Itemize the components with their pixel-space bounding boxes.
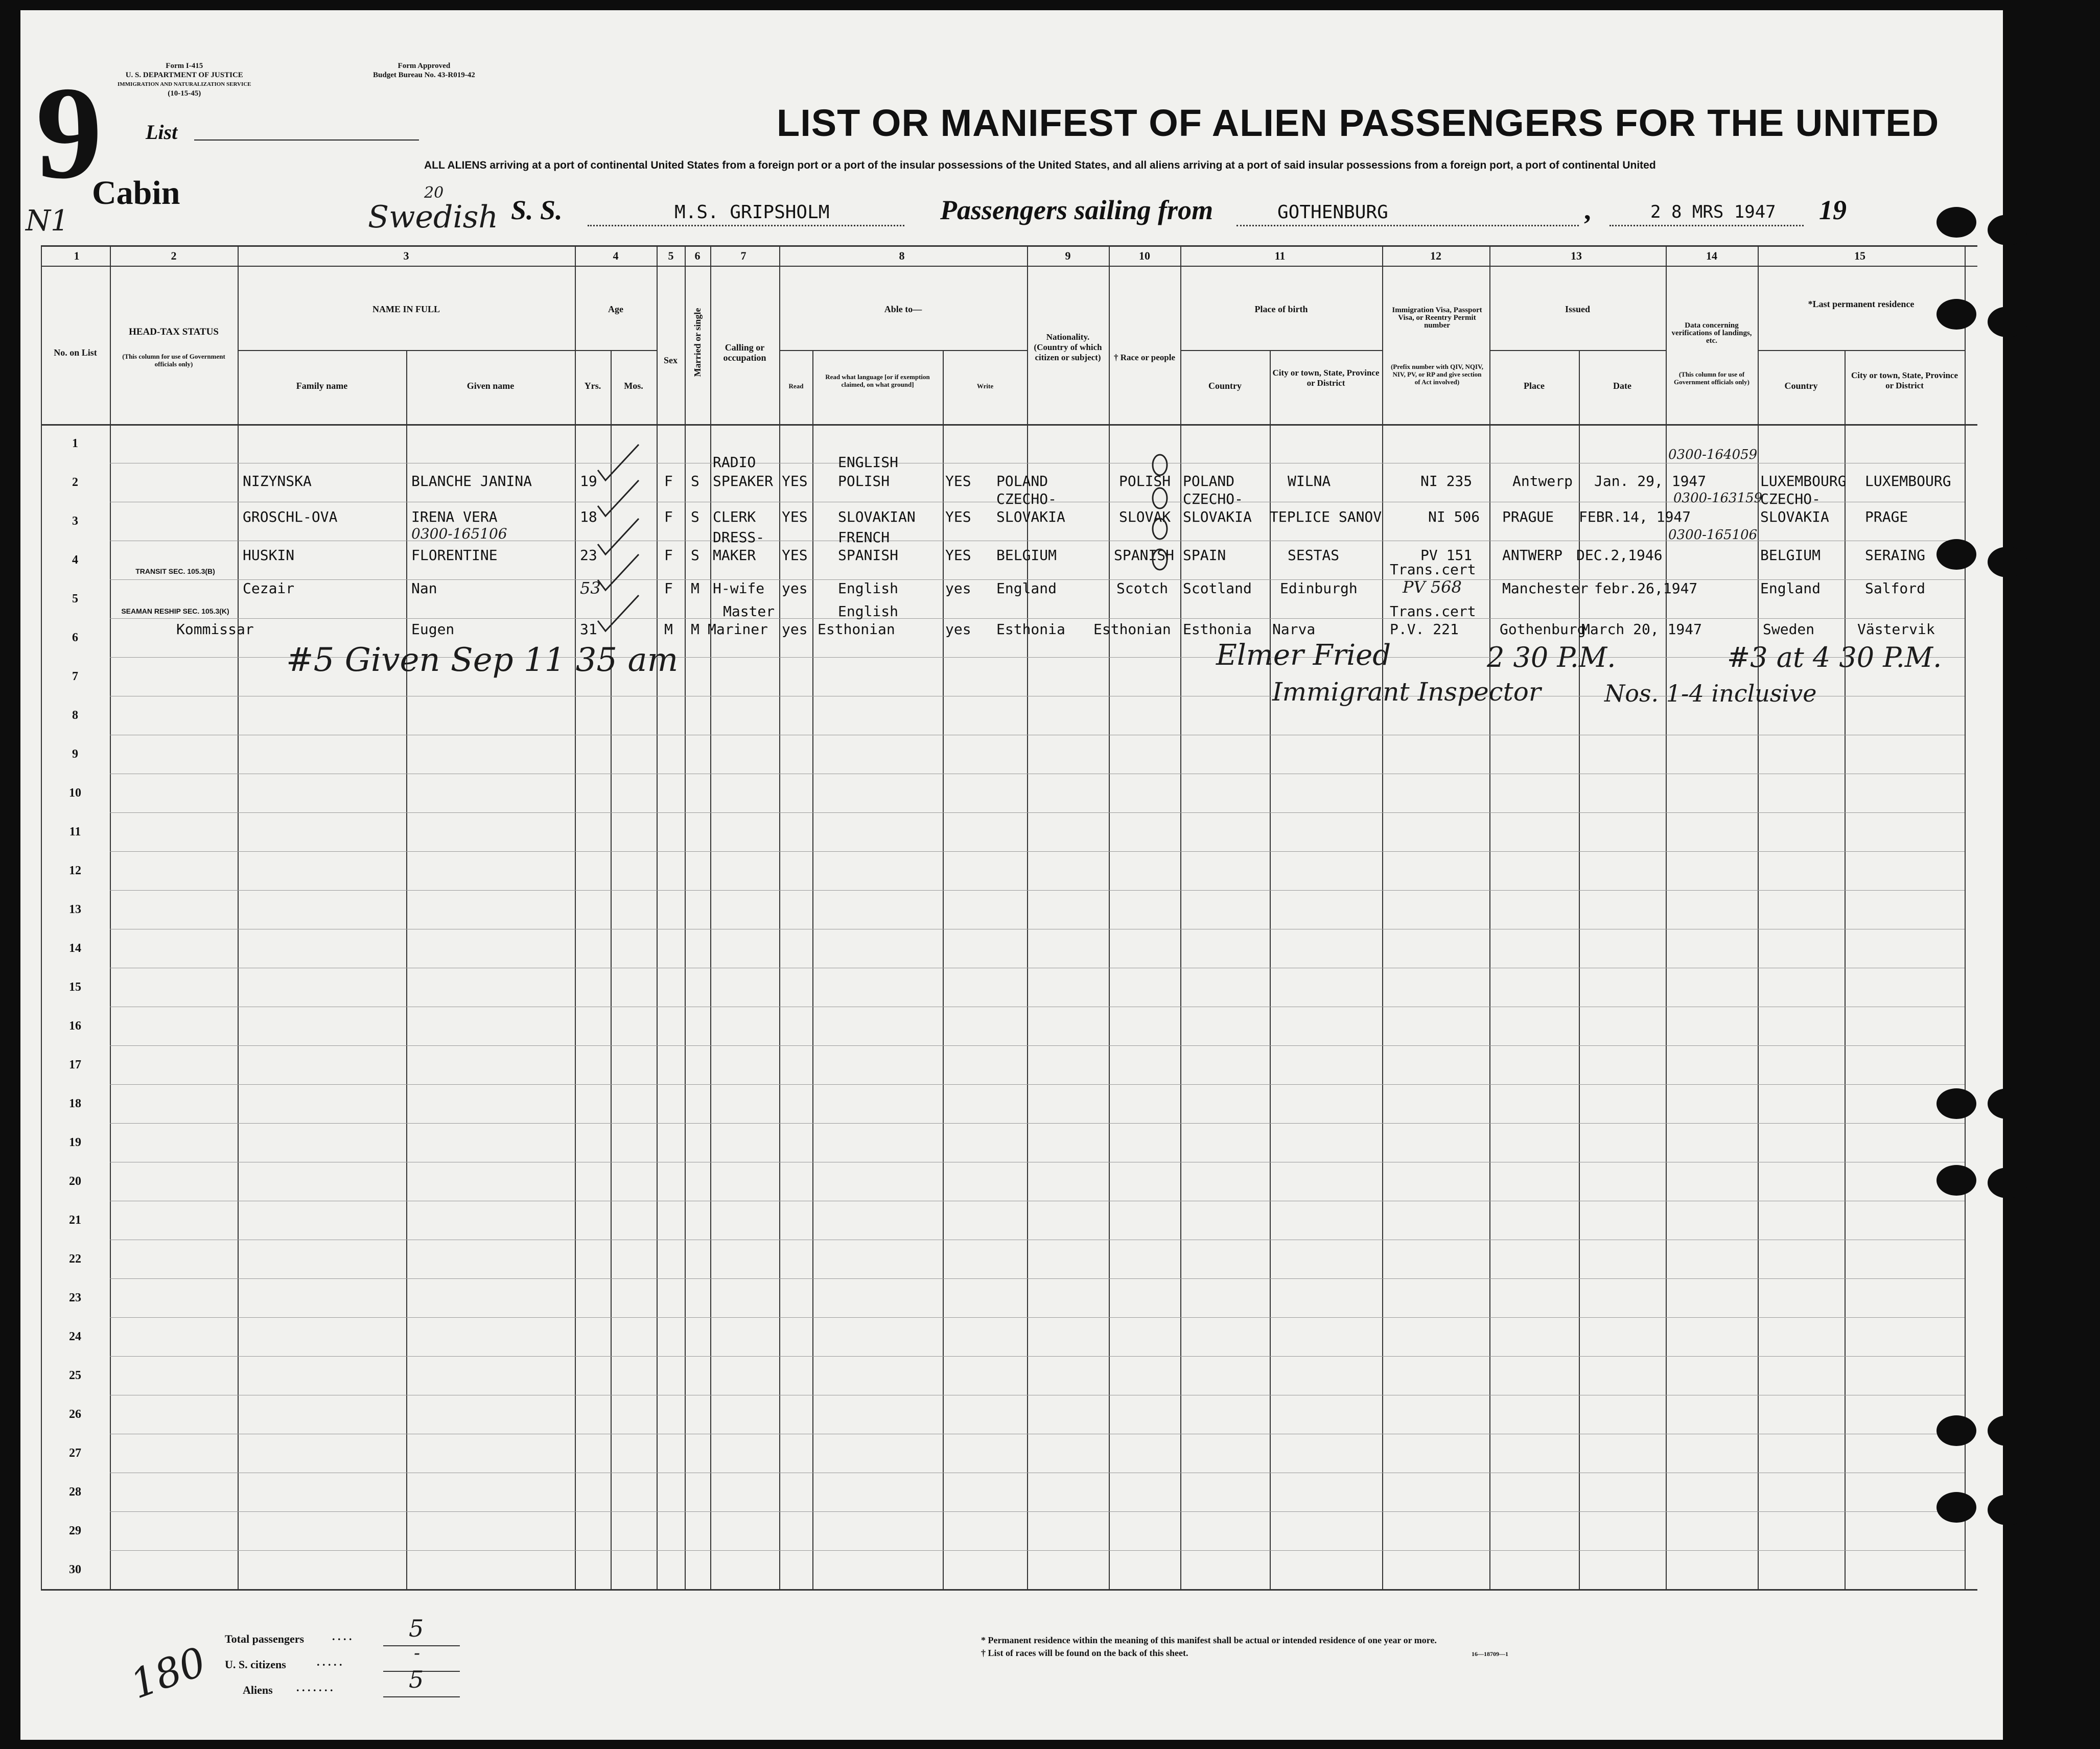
verification: 0300-163159: [1673, 491, 1763, 506]
nationality: BELGIUM: [996, 547, 1057, 564]
header-head-tax-note: (This column for use of Government officials only): [122, 353, 225, 368]
birth-country-line2: SLOVAKIA: [1183, 508, 1252, 525]
punch-hole: [1936, 1492, 1976, 1523]
able-subdivider: [779, 350, 1027, 351]
header-issued-place: Place: [1524, 381, 1545, 391]
occupation-line2: MAKER: [713, 547, 756, 564]
header-no-on-list: No. on List: [54, 347, 97, 358]
row-number: 16: [69, 1019, 81, 1033]
page-title: LIST OR MANIFEST OF ALIEN PASSENGERS FOR THE UNITED: [777, 102, 1940, 144]
inspection-scope: Nos. 1-4 inclusive: [1604, 680, 1817, 707]
header-name-in-full: NAME IN FULL: [372, 304, 440, 314]
col-line: [779, 245, 780, 1589]
inspector-note: #5 Given Sep 11 35 am: [286, 641, 679, 679]
row-number: 22: [69, 1252, 81, 1266]
row-number: 24: [69, 1330, 81, 1343]
col-line: [657, 245, 658, 1589]
name-subdivider: [238, 350, 657, 351]
header-race: † Race or people: [1113, 353, 1176, 362]
occupation-line2: SPEAKER: [713, 473, 774, 489]
can-write: YES: [945, 547, 971, 564]
visa-number: PV 568: [1403, 577, 1462, 597]
col-line: [1382, 245, 1383, 1589]
column-number-divider: [41, 266, 1977, 267]
residence-subdivider: [1758, 350, 1965, 351]
birth-country: SPAIN: [1183, 547, 1226, 564]
row-number: 26: [69, 1408, 81, 1421]
sex: F: [664, 508, 673, 525]
visa-number: NI 506: [1428, 508, 1480, 525]
sex: M: [664, 621, 673, 638]
can-read: yes: [782, 621, 808, 638]
row-number: 12: [69, 864, 81, 877]
given-name-note: 0300-165106: [411, 525, 507, 542]
nationality: England: [996, 580, 1057, 597]
birth-city: Edinburgh: [1280, 580, 1358, 597]
header-sex: Sex: [664, 355, 678, 365]
col-line: [1027, 245, 1028, 1589]
can-write: YES: [945, 508, 971, 525]
table-top-border: [41, 245, 1977, 247]
can-read: YES: [782, 473, 808, 489]
comma: ,: [1584, 195, 1591, 225]
marital-status: M: [691, 621, 699, 638]
age-years: 19: [580, 473, 597, 489]
header-head-tax: HEAD-TAX STATUS: [129, 327, 219, 337]
issued-date: DEC.2,1946: [1576, 547, 1663, 564]
punch-hole: [1936, 539, 1976, 570]
form-id: Form I-415: [166, 62, 203, 70]
col-number: 3: [403, 249, 409, 262]
row-number: 10: [69, 786, 81, 800]
service-name: IMMIGRATION AND NATURALIZATION SERVICE: [118, 81, 251, 87]
col-line: [406, 350, 407, 1589]
residence-country: CZECHO-: [1760, 491, 1821, 507]
header-family-name: Family name: [296, 381, 348, 391]
header-place-of-birth: Place of birth: [1254, 304, 1308, 314]
residence-city: SERAING: [1865, 547, 1926, 564]
header-last-residence: *Last permanent residence: [1808, 299, 1915, 309]
birth-subdivider: [1180, 350, 1382, 351]
print-code: 16—18709—1: [1472, 1650, 1508, 1658]
visa-number: P.V. 221: [1390, 621, 1459, 638]
col-line: [1180, 245, 1181, 1589]
issued-date: FEBR.14, 1947: [1579, 508, 1691, 525]
occupation: DRESS-: [713, 529, 765, 546]
punch-hole: [1988, 1495, 2027, 1525]
language-line2: Esthonian: [818, 621, 895, 638]
header-yrs: Yrs.: [584, 381, 601, 391]
total-passengers-label: Total passengers: [225, 1633, 305, 1645]
row-number: 13: [69, 903, 81, 916]
header-issued-date: Date: [1613, 381, 1631, 391]
birth-city: SESTAS: [1288, 547, 1340, 564]
approval-text: Form Approved: [398, 62, 451, 70]
age-years: 23: [580, 547, 597, 564]
col-number: 4: [613, 249, 619, 262]
col-number: 7: [740, 249, 746, 262]
row-number: 9: [72, 748, 78, 761]
issued-place: Antwerp: [1512, 473, 1573, 489]
family-name: HUSKIN: [243, 547, 295, 564]
language-line2: POLISH: [838, 473, 890, 489]
row-number: 21: [69, 1214, 81, 1227]
col-number: 5: [668, 249, 674, 262]
birth-city: TEPLICE SANOV: [1270, 508, 1382, 525]
row-number: 23: [69, 1291, 81, 1304]
class-note: Swedish: [368, 199, 498, 235]
row-number: 14: [69, 942, 81, 955]
row-number: 19: [69, 1136, 81, 1149]
col-line: [41, 245, 42, 1589]
family-name: Cezair: [243, 580, 295, 597]
occupation: Master: [723, 603, 775, 620]
issued-place: Gothenburg: [1500, 621, 1586, 638]
birth-country: CZECHO-: [1183, 491, 1244, 507]
family-name: Kommissar: [176, 621, 254, 638]
issued-place: PRAGUE: [1502, 508, 1554, 525]
sex: F: [664, 547, 673, 564]
footnote-races: † List of races will be found on the back of this sheet.: [981, 1648, 1188, 1658]
header-age: Age: [608, 304, 623, 314]
race: Scotch: [1116, 580, 1169, 597]
header-write: Write: [976, 382, 994, 390]
visa-number: NI 235: [1420, 473, 1473, 489]
margin-mark: N1: [26, 204, 69, 238]
row-line: [110, 1317, 1965, 1318]
col-line: [1666, 245, 1667, 1589]
punch-hole: [1988, 1415, 2027, 1446]
aliens-value: 5: [409, 1666, 424, 1693]
row-number: 1: [72, 437, 78, 450]
ss-label: S. S.: [511, 195, 563, 225]
inspection-note-right: #3 at 4 30 P.M.: [1727, 641, 1942, 673]
row-number: 17: [69, 1058, 81, 1071]
row-line: [110, 890, 1965, 891]
col-number: 9: [1065, 249, 1071, 262]
row-line: [110, 851, 1965, 852]
row-line: [110, 1084, 1965, 1085]
occupation: H-wife: [713, 580, 765, 597]
col-number: 15: [1854, 249, 1865, 262]
given-name: Eugen: [411, 621, 455, 638]
sailing-label: Passengers sailing from: [940, 195, 1214, 225]
header-read: Read: [788, 382, 804, 390]
year-label: 19: [1819, 195, 1847, 225]
col-line: [710, 245, 711, 1589]
col-line: [1845, 350, 1846, 1589]
birth-country: POLAND: [1183, 473, 1235, 489]
can-read: YES: [782, 508, 808, 525]
header-read-language: Read what language [or if exemption claimed, on what ground]: [825, 373, 930, 388]
row-line: [110, 1045, 1965, 1046]
ship-underline: [588, 225, 904, 226]
age-years: 31: [580, 621, 597, 638]
header-issued: Issued: [1565, 304, 1591, 314]
col-line: [1109, 245, 1110, 1589]
visa-number: PV 151: [1420, 547, 1473, 564]
row-number: 7: [72, 670, 78, 683]
can-read: yes: [782, 580, 808, 597]
col-line: [812, 350, 813, 1589]
form-date: (10-15-45): [168, 89, 201, 98]
visa-label: Trans.cert: [1390, 603, 1476, 620]
row-number: 11: [69, 825, 81, 838]
given-name: Nan: [411, 580, 437, 597]
header-visa-note: (Prefix number with QIV, NQIV, NIV, PV, or RP and give section of Act involved): [1390, 363, 1484, 386]
page-subtitle: ALL ALIENS arriving at a port of continental United States from a foreign port or a port of the insular possessions of the United States, and all aliens arriving at a port of said insular possessions from a foreign port, a port of continental United: [424, 159, 1656, 171]
header-res-city: City or town, State, Province or District: [1851, 370, 1958, 390]
marital-status: S: [691, 473, 699, 489]
issued-place: ANTWERP: [1502, 547, 1563, 564]
row-line: [110, 1356, 1965, 1357]
punch-hole: [1988, 547, 2027, 577]
header-res-country: Country: [1784, 381, 1818, 391]
punch-hole: [1936, 299, 1976, 330]
col-number: 8: [899, 249, 905, 262]
head-tax-stamp: TRANSIT SEC. 105.3(B): [135, 567, 215, 575]
manifest-table: [41, 245, 1977, 1589]
header-birth-country: Country: [1208, 381, 1242, 391]
sex: F: [664, 473, 673, 489]
age-years: 53: [580, 578, 601, 598]
sex: F: [664, 580, 673, 597]
cabin-label: Cabin: [92, 174, 180, 212]
col-line: [1758, 245, 1759, 1589]
port-name: GOTHENBURG: [1277, 202, 1388, 223]
can-write: yes: [945, 621, 971, 638]
punch-hole: [1936, 1165, 1976, 1196]
birth-country: Scotland: [1183, 580, 1252, 597]
col-line: [943, 350, 944, 1589]
total-passengers-value: 5: [409, 1615, 424, 1642]
inspection-time: 2 30 P.M.: [1487, 641, 1616, 673]
header-calling: Calling or occupation: [723, 342, 766, 363]
department-name: U. S. DEPARTMENT OF JUSTICE: [125, 71, 243, 79]
col-number: 6: [694, 249, 701, 262]
header-verification-note: (This column for use of Government officials only): [1673, 370, 1750, 386]
row-number: 4: [72, 553, 78, 567]
col-line: [575, 245, 576, 1589]
us-citizens-label: U. S. citizens: [225, 1658, 286, 1671]
col-line: [1489, 245, 1490, 1589]
row-number: 30: [69, 1563, 81, 1576]
approval-block: [373, 61, 475, 80]
footnote-residence: * Permanent residence within the meaning of this manifest shall be actual or intended residence of one year or more.: [981, 1635, 1437, 1645]
col-line: [1270, 350, 1271, 1589]
row-number: 5: [72, 592, 78, 605]
row-line: [110, 812, 1965, 813]
row-line: [110, 1123, 1965, 1124]
header-mos: Mos.: [624, 381, 643, 391]
header-given-name: Given name: [466, 381, 515, 391]
inspector-title: Immigrant Inspector: [1272, 677, 1541, 707]
language-line2: SPANISH: [838, 547, 899, 564]
col-line: [110, 245, 111, 1589]
date-stamp: 2 8 MRS 1947: [1650, 202, 1776, 222]
residence-country: Sweden: [1763, 621, 1815, 638]
can-write: yes: [945, 580, 971, 597]
row-number: 2: [72, 476, 78, 489]
us-citizens-value: -: [414, 1643, 421, 1664]
issued-subdivider: [1489, 350, 1666, 351]
row-number: 3: [72, 515, 78, 528]
row-number: 8: [72, 709, 78, 722]
total-underline: [383, 1645, 460, 1646]
visa-label: Trans.cert: [1390, 561, 1476, 578]
race-circle-marks: [1139, 450, 1180, 582]
col-number: 1: [74, 249, 80, 262]
col-number: 2: [171, 249, 177, 262]
row-line: [110, 1550, 1965, 1551]
residence-city: LUXEMBOURG: [1865, 473, 1951, 489]
race: POLISH: [1119, 473, 1171, 489]
page-mark: 180: [125, 1639, 212, 1708]
age-years: 18: [580, 508, 597, 525]
punch-hole: [1936, 1415, 1976, 1446]
header-verification: Data concerning verifications of landings, etc.: [1671, 321, 1752, 345]
family-name: GROSCHL-OVA: [243, 508, 338, 525]
inspector-signature: Elmer Fried: [1216, 639, 1391, 672]
language: ENGLISH: [838, 454, 899, 471]
marital-status: S: [691, 547, 699, 564]
nationality: Esthonia: [996, 621, 1065, 638]
residence-country: LUXEMBOURG: [1760, 473, 1847, 489]
occupation-line2: Mariner: [708, 621, 768, 638]
race: SLOVAK: [1119, 508, 1171, 525]
marital-status: S: [691, 508, 699, 525]
row-number: 28: [69, 1485, 81, 1499]
birth-city: Narva: [1272, 621, 1316, 638]
verification: 0300-165106: [1668, 527, 1758, 543]
residence-city: Västervik: [1857, 621, 1935, 638]
language: FRENCH: [838, 529, 890, 546]
punch-hole: [1988, 1088, 2027, 1119]
col-number: 11: [1274, 249, 1286, 262]
aliens-label: Aliens: [243, 1684, 273, 1696]
can-write: YES: [945, 473, 971, 489]
row-line: [110, 1278, 1965, 1279]
verification: 0300-164059: [1668, 447, 1758, 462]
page-number: 9: [36, 59, 102, 206]
footer-divider: [41, 1589, 1977, 1591]
occupation: CLERK: [713, 508, 756, 525]
issued-place: Manchester: [1502, 580, 1589, 597]
residence-country: England: [1760, 580, 1821, 597]
punch-hole: [1936, 207, 1976, 238]
language: English: [838, 580, 899, 597]
row-line: [110, 1511, 1965, 1512]
leader-dots: . . . . . . .: [296, 1681, 333, 1694]
form-id-block: [118, 61, 251, 98]
row-number: 6: [72, 631, 78, 644]
row-line: [110, 618, 1965, 619]
row-number: 27: [69, 1447, 81, 1460]
birth-country: Esthonia: [1183, 621, 1252, 638]
col-number: 13: [1571, 249, 1582, 262]
list-underline: [194, 139, 419, 141]
birth-city: WILNA: [1288, 473, 1331, 489]
punch-hole: [1936, 1088, 1976, 1119]
col-number: 10: [1139, 249, 1150, 262]
header-bottom-border: [41, 424, 1977, 426]
race: SPANISH: [1114, 547, 1175, 564]
residence-country-line2: SLOVAKIA: [1760, 508, 1829, 525]
col-number: 14: [1706, 249, 1717, 262]
language: SLOVAKIAN: [838, 508, 916, 525]
header-nationality: Nationality. (Country of which citizen or subject): [1034, 332, 1102, 362]
list-label: List: [146, 121, 178, 144]
issued-date: Jan. 29, 1947: [1594, 473, 1707, 489]
given-name: FLORENTINE: [411, 547, 498, 564]
row-number: 25: [69, 1369, 81, 1382]
header-visa: Immigration Visa, Passport Visa, or Reentry Permit number: [1392, 306, 1482, 330]
can-read: YES: [782, 547, 808, 564]
port-underline: [1236, 225, 1579, 226]
nationality: CZECHO-: [996, 491, 1057, 507]
col-number: 12: [1430, 249, 1441, 262]
residence-country: BELGIUM: [1760, 547, 1821, 564]
issued-date: febr.26,1947: [1594, 580, 1698, 597]
row-number: 20: [69, 1175, 81, 1188]
punch-hole: [1988, 307, 2027, 337]
header-birth-city: City or town, State, Province or District: [1272, 368, 1380, 388]
manifest-sheet: [20, 10, 2003, 1740]
punch-hole: [1988, 215, 2027, 245]
col-line: [685, 245, 686, 1589]
check-marks: [593, 439, 654, 654]
row-number: 15: [69, 981, 81, 994]
header-able-to: Able to—: [884, 304, 922, 314]
nationality-line2: SLOVAKIA: [996, 508, 1065, 525]
residence-city: Salford: [1865, 580, 1926, 597]
aliens-underline: [383, 1696, 460, 1697]
occupation: RADIO: [713, 454, 756, 471]
punch-hole: [1988, 1168, 2027, 1198]
race: Esthonian: [1093, 621, 1171, 638]
row-number: 29: [69, 1524, 81, 1537]
leader-dots: . . . . .: [317, 1655, 342, 1668]
class-note-sup: 20: [424, 184, 444, 202]
issued-date: March 20, 1947: [1581, 621, 1702, 638]
given-name: BLANCHE JANINA: [411, 473, 532, 489]
col-line: [1579, 350, 1580, 1589]
head-tax-stamp: SEAMAN RESHIP SEC. 105.3(K): [121, 607, 229, 615]
family-name: NIZYNSKA: [243, 473, 312, 489]
date-underline: [1609, 225, 1804, 226]
leader-dots: . . . .: [332, 1630, 352, 1643]
residence-city: PRAGE: [1865, 508, 1908, 525]
row-number: 18: [69, 1097, 81, 1110]
col-line: [1965, 245, 1966, 1589]
language: English: [838, 603, 899, 620]
ship-name: M.S. GRIPSHOLM: [674, 202, 830, 223]
budget-number: Budget Bureau No. 43-R019-42: [373, 71, 475, 79]
given-name: IRENA VERA: [411, 508, 498, 525]
header-married: Married or single: [692, 308, 703, 377]
col-line: [238, 245, 239, 1589]
marital-status: M: [691, 580, 699, 597]
nationality: POLAND: [996, 473, 1048, 489]
